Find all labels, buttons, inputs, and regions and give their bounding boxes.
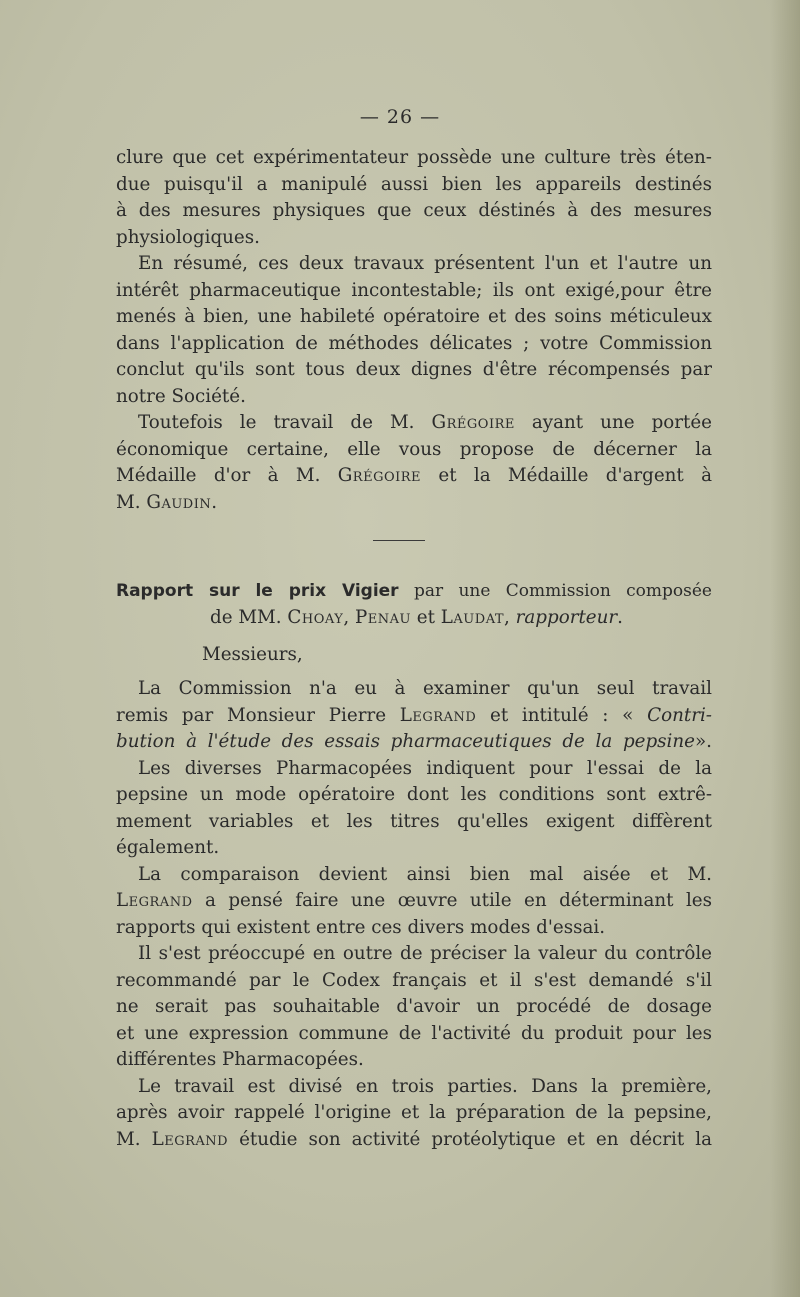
person-name: Grégoire	[431, 412, 515, 433]
text-line: La Commission n'a eu à examiner qu'un seul travail	[138, 678, 712, 699]
text-fragment: M.	[116, 491, 147, 513]
text-fragment: .	[211, 491, 218, 513]
person-name: Legrand	[399, 704, 477, 726]
report-title-rest: par une Commission composée	[398, 581, 712, 601]
salutation: Messieurs,	[202, 644, 303, 665]
text-line: à des mesures physiques que ceux déstinés à des mesures	[116, 200, 712, 221]
text-line: recommandé par le Codex français et il s'est demandé s'il	[116, 969, 712, 991]
text-line	[116, 888, 712, 915]
person-name: Choay	[287, 606, 344, 628]
text-line: Le travail est divisé en trois parties. Dans la première,	[138, 1075, 712, 1097]
text-fragment: ,	[504, 606, 516, 628]
text-line: En résumé, ces deux travaux présentent l'un et l'autre un	[138, 253, 712, 274]
text-fragment: ayant une portée	[514, 412, 712, 433]
text-fragment: M.	[116, 1128, 152, 1150]
rapporteur-label: rapporteur	[515, 606, 618, 628]
work-title: bution à l'étude des essais pharmaceutiques de la pepsine	[116, 731, 695, 752]
heading-line	[116, 605, 712, 632]
text-line	[116, 1127, 712, 1154]
text-line: Les diverses Pharmacopées indiquent pour l'essai de la	[138, 757, 712, 779]
person-name: Legrand	[116, 890, 193, 911]
heading-line	[116, 578, 712, 605]
person-name: Penau	[354, 606, 411, 628]
text-fragment: ».	[695, 731, 712, 752]
person-name: Grégoire	[337, 465, 422, 486]
text-line: économique certaine, elle vous propose de décerner la	[116, 438, 712, 460]
text-fragment: ,	[343, 606, 355, 628]
text-fragment: Médaille d'or à M.	[116, 465, 338, 486]
person-name: Legrand	[151, 1128, 229, 1150]
text-line: physiologiques.	[116, 226, 260, 248]
text-fragment: et intitulé : «	[476, 704, 648, 726]
salutation-block	[116, 642, 712, 669]
text-line: Il s'est préoccupé en outre de préciser la valeur du contrôle	[138, 943, 712, 964]
text-line	[116, 410, 712, 437]
report-title: Rapport sur le prix Vigier	[116, 581, 399, 601]
text-fragment: et la Médaille d'argent à	[421, 465, 712, 486]
text-fragment: .	[617, 606, 623, 628]
text-line: pepsine un mode opératoire dont les conditions sont extrê-	[116, 784, 712, 805]
text-line: mement variables et les titres qu'elles exigent diffèrent	[116, 810, 712, 832]
text-line: due puisqu'il a manipulé aussi bien les appareils destinés	[116, 173, 712, 195]
text-line: rapports qui existent entre ces divers modes d'essai.	[116, 916, 606, 938]
text-line: et une expression commune de l'activité du produit pour les	[116, 1022, 712, 1044]
text-fragment: Contri-	[647, 704, 712, 726]
page-edge-shading	[770, 0, 800, 1297]
text-line	[116, 729, 712, 756]
text-line: clure que cet expérimentateur possède une culture très éten-	[116, 147, 712, 168]
text-line	[116, 703, 712, 730]
text-line: menés à bien, une habileté opératoire et des soins méticuleux	[116, 306, 712, 327]
text-line: notre Société.	[116, 385, 246, 407]
text-fragment: étudie son activité protéolytique et en décrit la	[228, 1128, 713, 1150]
text-line: conclut qu'ils sont tous deux dignes d'être récompensés par	[116, 359, 712, 380]
section-divider	[373, 540, 425, 541]
report-heading	[116, 578, 712, 631]
text-fragment: Toutefois le travail de M.	[138, 412, 432, 433]
text-line: différentes Pharmacopées.	[116, 1049, 364, 1070]
text-fragment: de MM.	[210, 606, 288, 628]
paragraph-block-conclusion	[116, 145, 712, 516]
text-line: intérêt pharmaceutique incontestable; ils ont exigé,pour être	[116, 279, 712, 301]
person-name: Laudat	[440, 606, 505, 628]
page-number: — 26 —	[359, 106, 441, 128]
text-line: après avoir rappelé l'origine et la préparation de la pepsine,	[116, 1102, 712, 1123]
text-line: La comparaison devient ainsi bien mal aisée et M.	[138, 863, 712, 885]
text-fragment: remis par Monsieur Pierre	[116, 704, 400, 726]
text-fragment: et	[410, 606, 441, 628]
text-line	[116, 490, 712, 517]
person-name: Gaudin	[146, 491, 212, 513]
text-line: également.	[116, 837, 220, 858]
text-fragment: a pensé faire une œuvre utile en déterminant les	[192, 890, 712, 911]
text-line: dans l'application de méthodes délicates ; votre Commission	[116, 332, 712, 354]
paragraph-block-report	[116, 676, 712, 1153]
text-line	[116, 463, 712, 490]
text-line: ne serait pas souhaitable d'avoir un procédé de dosage	[116, 996, 712, 1017]
